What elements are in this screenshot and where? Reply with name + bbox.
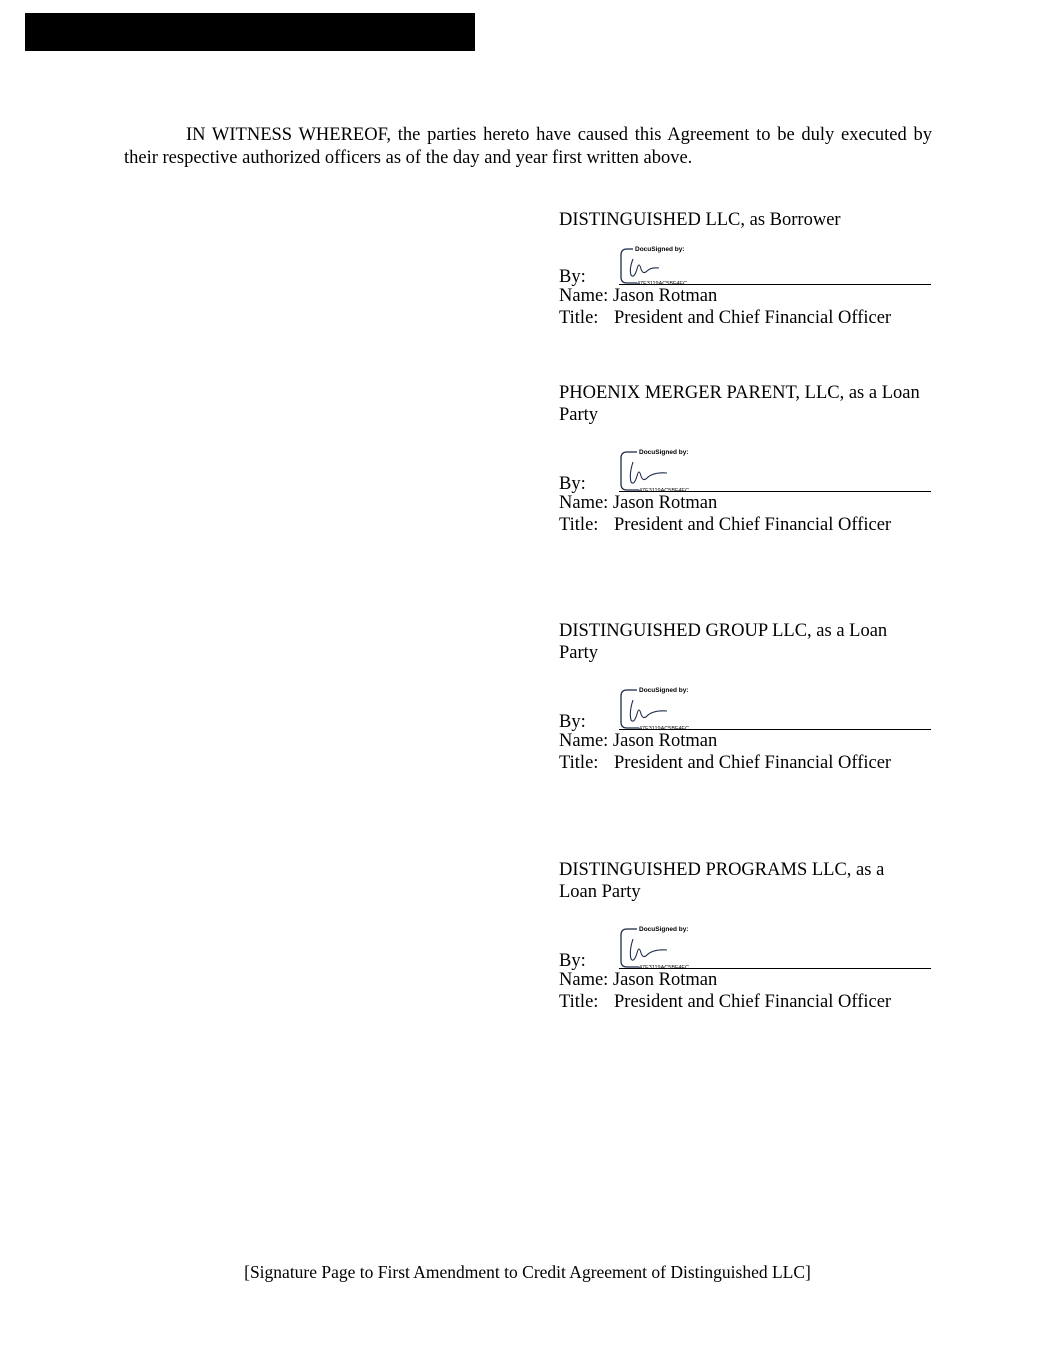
- docusign-signature: [619, 684, 729, 732]
- docusign-signature: [619, 446, 729, 494]
- name-line: Name: Jason Rotman: [559, 493, 718, 513]
- title-label: Title:: [559, 308, 599, 328]
- name-line: Name: Jason Rotman: [559, 970, 718, 990]
- title-value: President and Chief Financial Officer: [614, 992, 892, 1012]
- title-line: [559, 514, 939, 536]
- title-label: Title:: [559, 992, 599, 1012]
- title-line: [559, 307, 939, 329]
- docusign-header: DocuSigned by:: [635, 246, 685, 253]
- signature-block-group: [559, 620, 939, 774]
- docusign-header: DocuSigned by:: [639, 449, 689, 456]
- title-line: [559, 752, 939, 774]
- redaction-bar: [25, 13, 475, 51]
- docusign-header: DocuSigned by:: [639, 687, 689, 694]
- docusign-signature: [619, 239, 729, 287]
- witness-paragraph: [124, 124, 932, 169]
- by-label: By:: [559, 712, 586, 732]
- title-value: President and Chief Financial Officer: [614, 308, 892, 328]
- name-line: Name: Jason Rotman: [559, 731, 718, 751]
- signature-row: [559, 448, 939, 492]
- witness-text: IN WITNESS WHEREOF, the parties hereto have caused this Agreement to be duly executed by their respective authorized officers as of the day and year first written above.: [124, 125, 932, 168]
- title-line: [559, 991, 939, 1013]
- title-label: Title:: [559, 753, 599, 773]
- docusign-id: 47E3119AC5BF4EC...: [639, 726, 694, 732]
- docusign-id: 47E3119AC5BF4EC...: [637, 281, 692, 287]
- signature-row: [559, 686, 939, 730]
- page-footer: [Signature Page to First Amendment to Credit Agreement of Distinguished LLC]: [244, 1262, 811, 1282]
- signature-block-phoenix: [559, 382, 939, 536]
- party-name: DISTINGUISHED PROGRAMS LLC, as a Loan Party: [559, 860, 885, 902]
- signature-row: [559, 241, 939, 285]
- title-value: President and Chief Financial Officer: [614, 515, 892, 535]
- title-value: President and Chief Financial Officer: [614, 753, 892, 773]
- by-label: By:: [559, 474, 586, 494]
- name-line: Name: Jason Rotman: [559, 286, 718, 306]
- by-label: By:: [559, 951, 586, 971]
- party-name: DISTINGUISHED GROUP LLC, as a Loan Party: [559, 621, 888, 663]
- by-label: By:: [559, 267, 586, 287]
- docusign-header: DocuSigned by:: [639, 926, 689, 933]
- signature-row: [559, 925, 939, 969]
- docusign-id: 47E3119AC5BF4EC...: [639, 488, 694, 494]
- docusign-signature: [619, 923, 729, 971]
- party-name: DISTINGUISHED LLC, as Borrower: [559, 210, 841, 230]
- party-name: PHOENIX MERGER PARENT, LLC, as a Loan Party: [559, 383, 920, 425]
- docusign-id: 47E3119AC5BF4EC...: [639, 965, 694, 971]
- signature-block-programs: [559, 859, 939, 1013]
- signature-block-borrower: [559, 209, 939, 329]
- title-label: Title:: [559, 515, 599, 535]
